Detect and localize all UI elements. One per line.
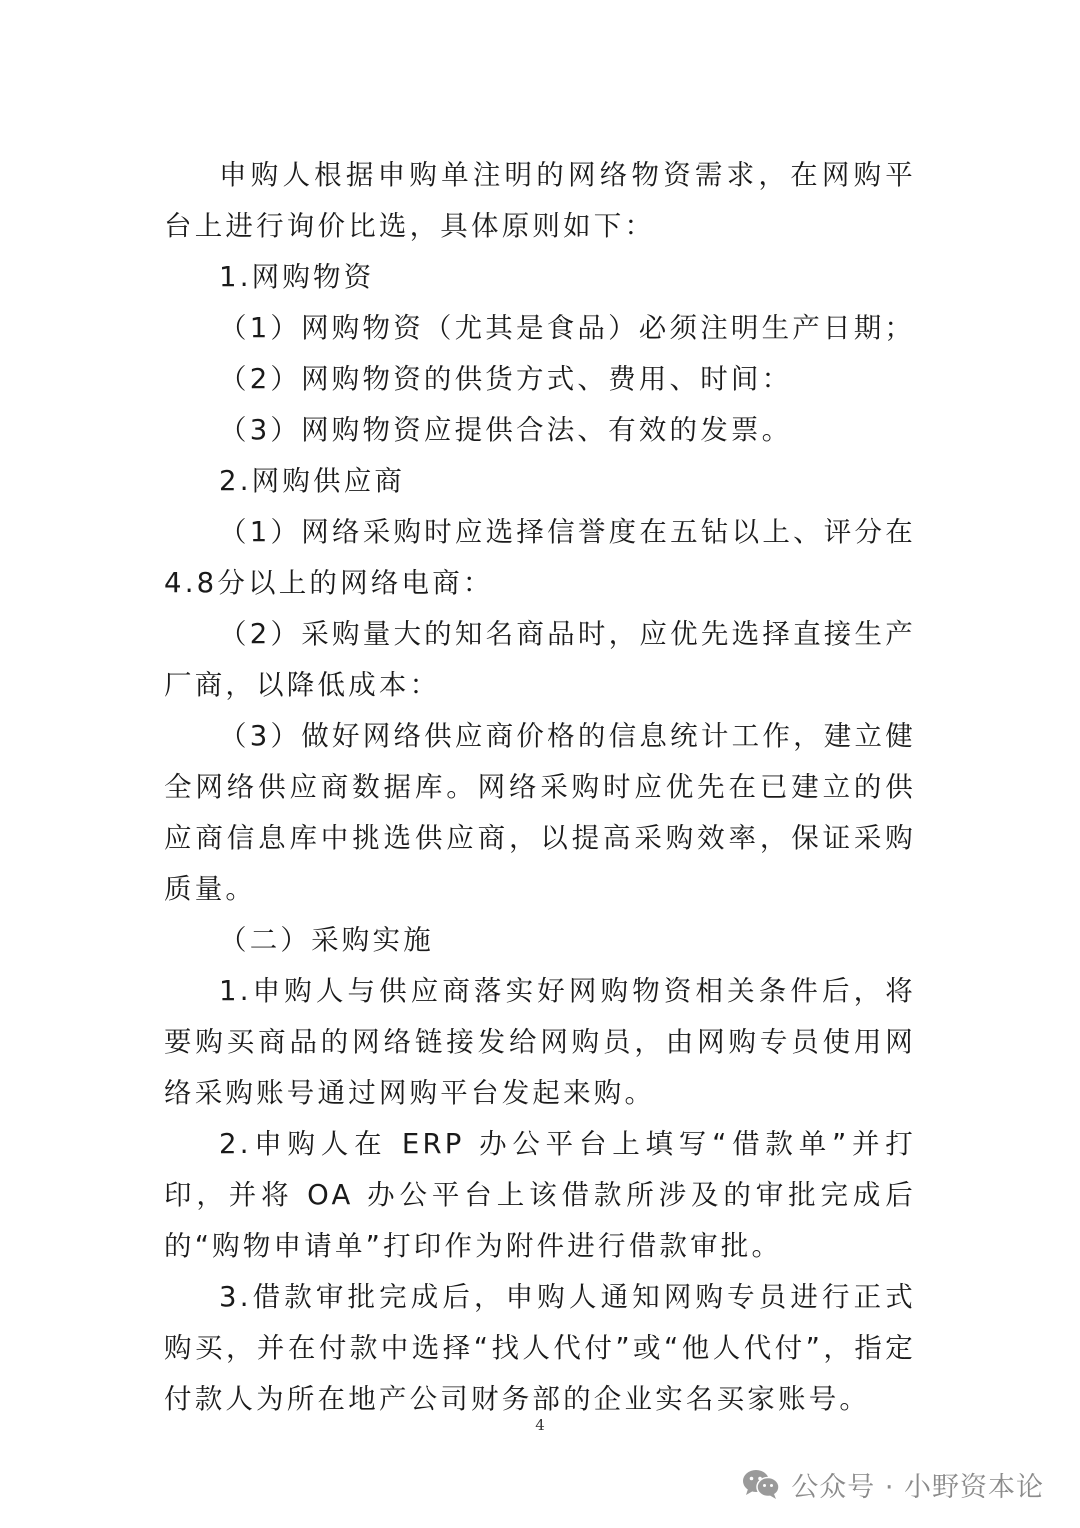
watermark [741,1458,1044,1510]
list-item: （3）做好网络供应商价格的信息统计工作，建立健全网络供应商数据库。网络采购时应优先在已建立的供应商信息库中挑选供应商，以提高采购效率，保证采购质量。 [164,720,916,905]
list-item: （1）网购物资（尤其是食品）必须注明生产日期； [219,312,916,344]
wechat-icon [741,1468,781,1500]
document-body [164,150,916,1425]
list-item: （2）网购物资的供货方式、费用、时间： [219,363,793,395]
section-heading: （二）采购实施 [219,924,434,956]
paragraph: 申购人根据申购单注明的网络物资需求，在网购平台上进行询价比选，具体原则如下： [164,159,916,242]
paragraph: 3.借款审批完成后，申购人通知网购专员进行正式购买，并在付款中选择“找人代付”或“他人代付”，指定付款人为所在地产公司财务部的企业实名买家账号。 [164,1281,916,1415]
section-heading: 2.网购供应商 [219,465,406,497]
section-heading: 1.网购物资 [219,261,375,293]
page-number: 4 [535,1416,545,1434]
list-item: （1）网络采购时应选择信誉度在五钻以上、评分在4.8分以上的网络电商： [164,516,916,599]
watermark-text: 公众号 · 小野资本论 [791,1471,1044,1503]
list-item: （3）网购物资应提供合法、有效的发票。 [219,414,793,446]
paragraph: 2.申购人在 ERP 办公平台上填写“借款单”并打印，并将 OA 办公平台上该借款所涉及的审批完成后的“购物申请单”打印作为附件进行借款审批。 [164,1128,916,1262]
paragraph: 1.申购人与供应商落实好网购物资相关条件后，将要购买商品的网络链接发给网购员，由网购专员使用网络采购账号通过网购平台发起来购。 [164,975,916,1109]
list-item: （2）采购量大的知名商品时，应优先选择直接生产厂商，以降低成本： [164,618,916,701]
